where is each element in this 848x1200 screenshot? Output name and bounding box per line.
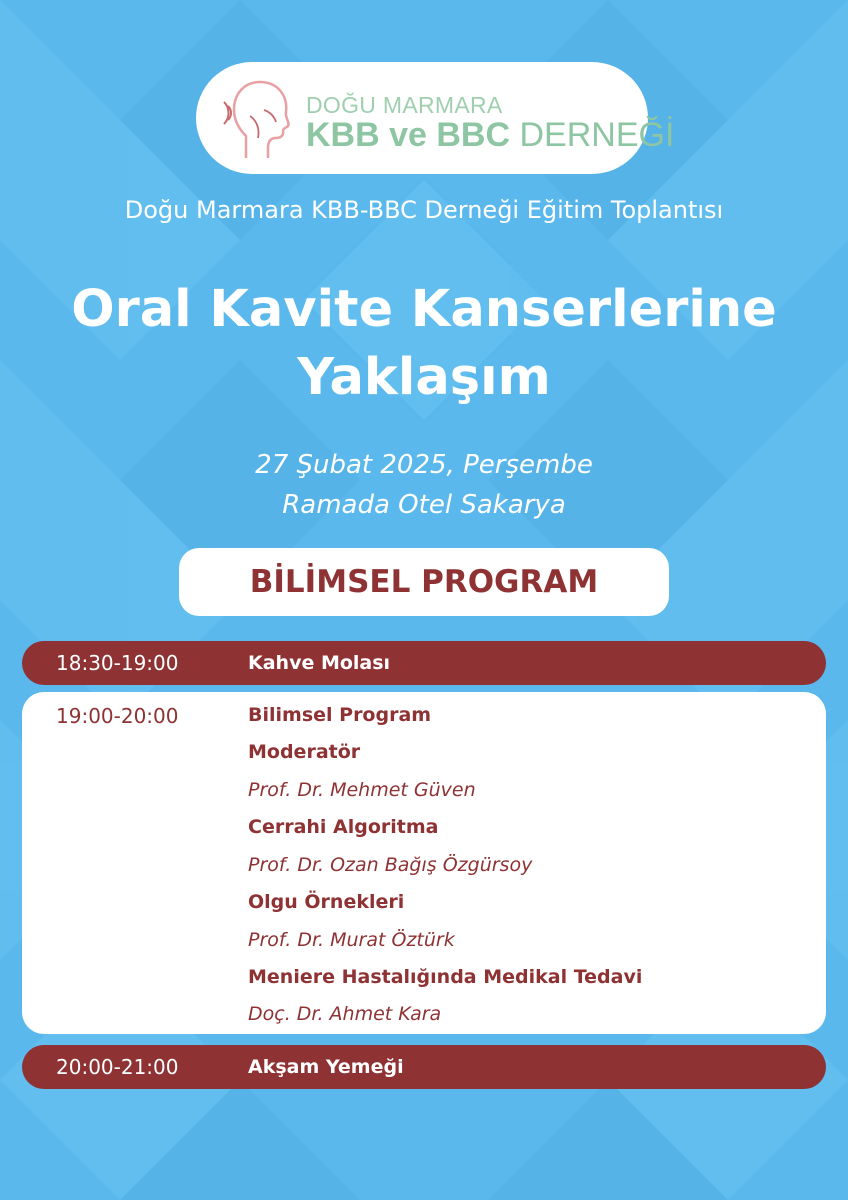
event-title-line1: Oral Kavite Kanserlerine (71, 280, 777, 339)
event-title-line2: Yaklaşım (297, 348, 551, 407)
speaker-name: Prof. Dr. Ozan Bağış Özgürsoy (248, 854, 533, 876)
head-profile-icon (220, 76, 296, 160)
talk-title: Cerrahi Algoritma (248, 816, 439, 838)
session-role: Moderatör (248, 741, 361, 763)
logo-text-line1: DOĞU MARMARA (306, 92, 503, 118)
slot-time: 18:30-19:00 (56, 651, 179, 675)
slot-label: Akşam Yemeği (248, 1056, 404, 1078)
slot-label: Kahve Molası (248, 652, 391, 674)
program-heading: BİLİMSEL PROGRAM (249, 564, 599, 600)
logo-text-regular: DERNEĞİ (519, 116, 675, 154)
association-logo (196, 62, 675, 174)
program-heading-box (179, 548, 669, 616)
schedule-slot-coffee-break (22, 641, 826, 685)
slot-time: 20:00-21:00 (56, 1055, 179, 1079)
slot-time: 19:00-20:00 (56, 704, 179, 728)
session-heading: Bilimsel Program (248, 704, 432, 726)
speaker-name: Doç. Dr. Ahmet Kara (248, 1003, 442, 1025)
event-venue: Ramada Otel Sakarya (282, 490, 566, 520)
schedule-slot-dinner (22, 1045, 826, 1089)
talk-title: Olgu Örnekleri (248, 891, 405, 913)
event-subtitle: Doğu Marmara KBB-BBC Derneği Eğitim Toplantısı (124, 196, 724, 224)
speaker-name: Prof. Dr. Murat Öztürk (248, 929, 455, 951)
event-date: 27 Şubat 2025, Perşembe (255, 450, 593, 480)
talk-title: Meniere Hastalığında Medikal Tedavi (248, 966, 643, 988)
logo-text-bold: KBB ve BBC (306, 116, 511, 154)
event-title (0, 276, 848, 412)
speaker-name: Prof. Dr. Mehmet Güven (248, 779, 476, 801)
schedule-slot-scientific-program (22, 692, 826, 1034)
logo-text-line2 (306, 116, 674, 155)
